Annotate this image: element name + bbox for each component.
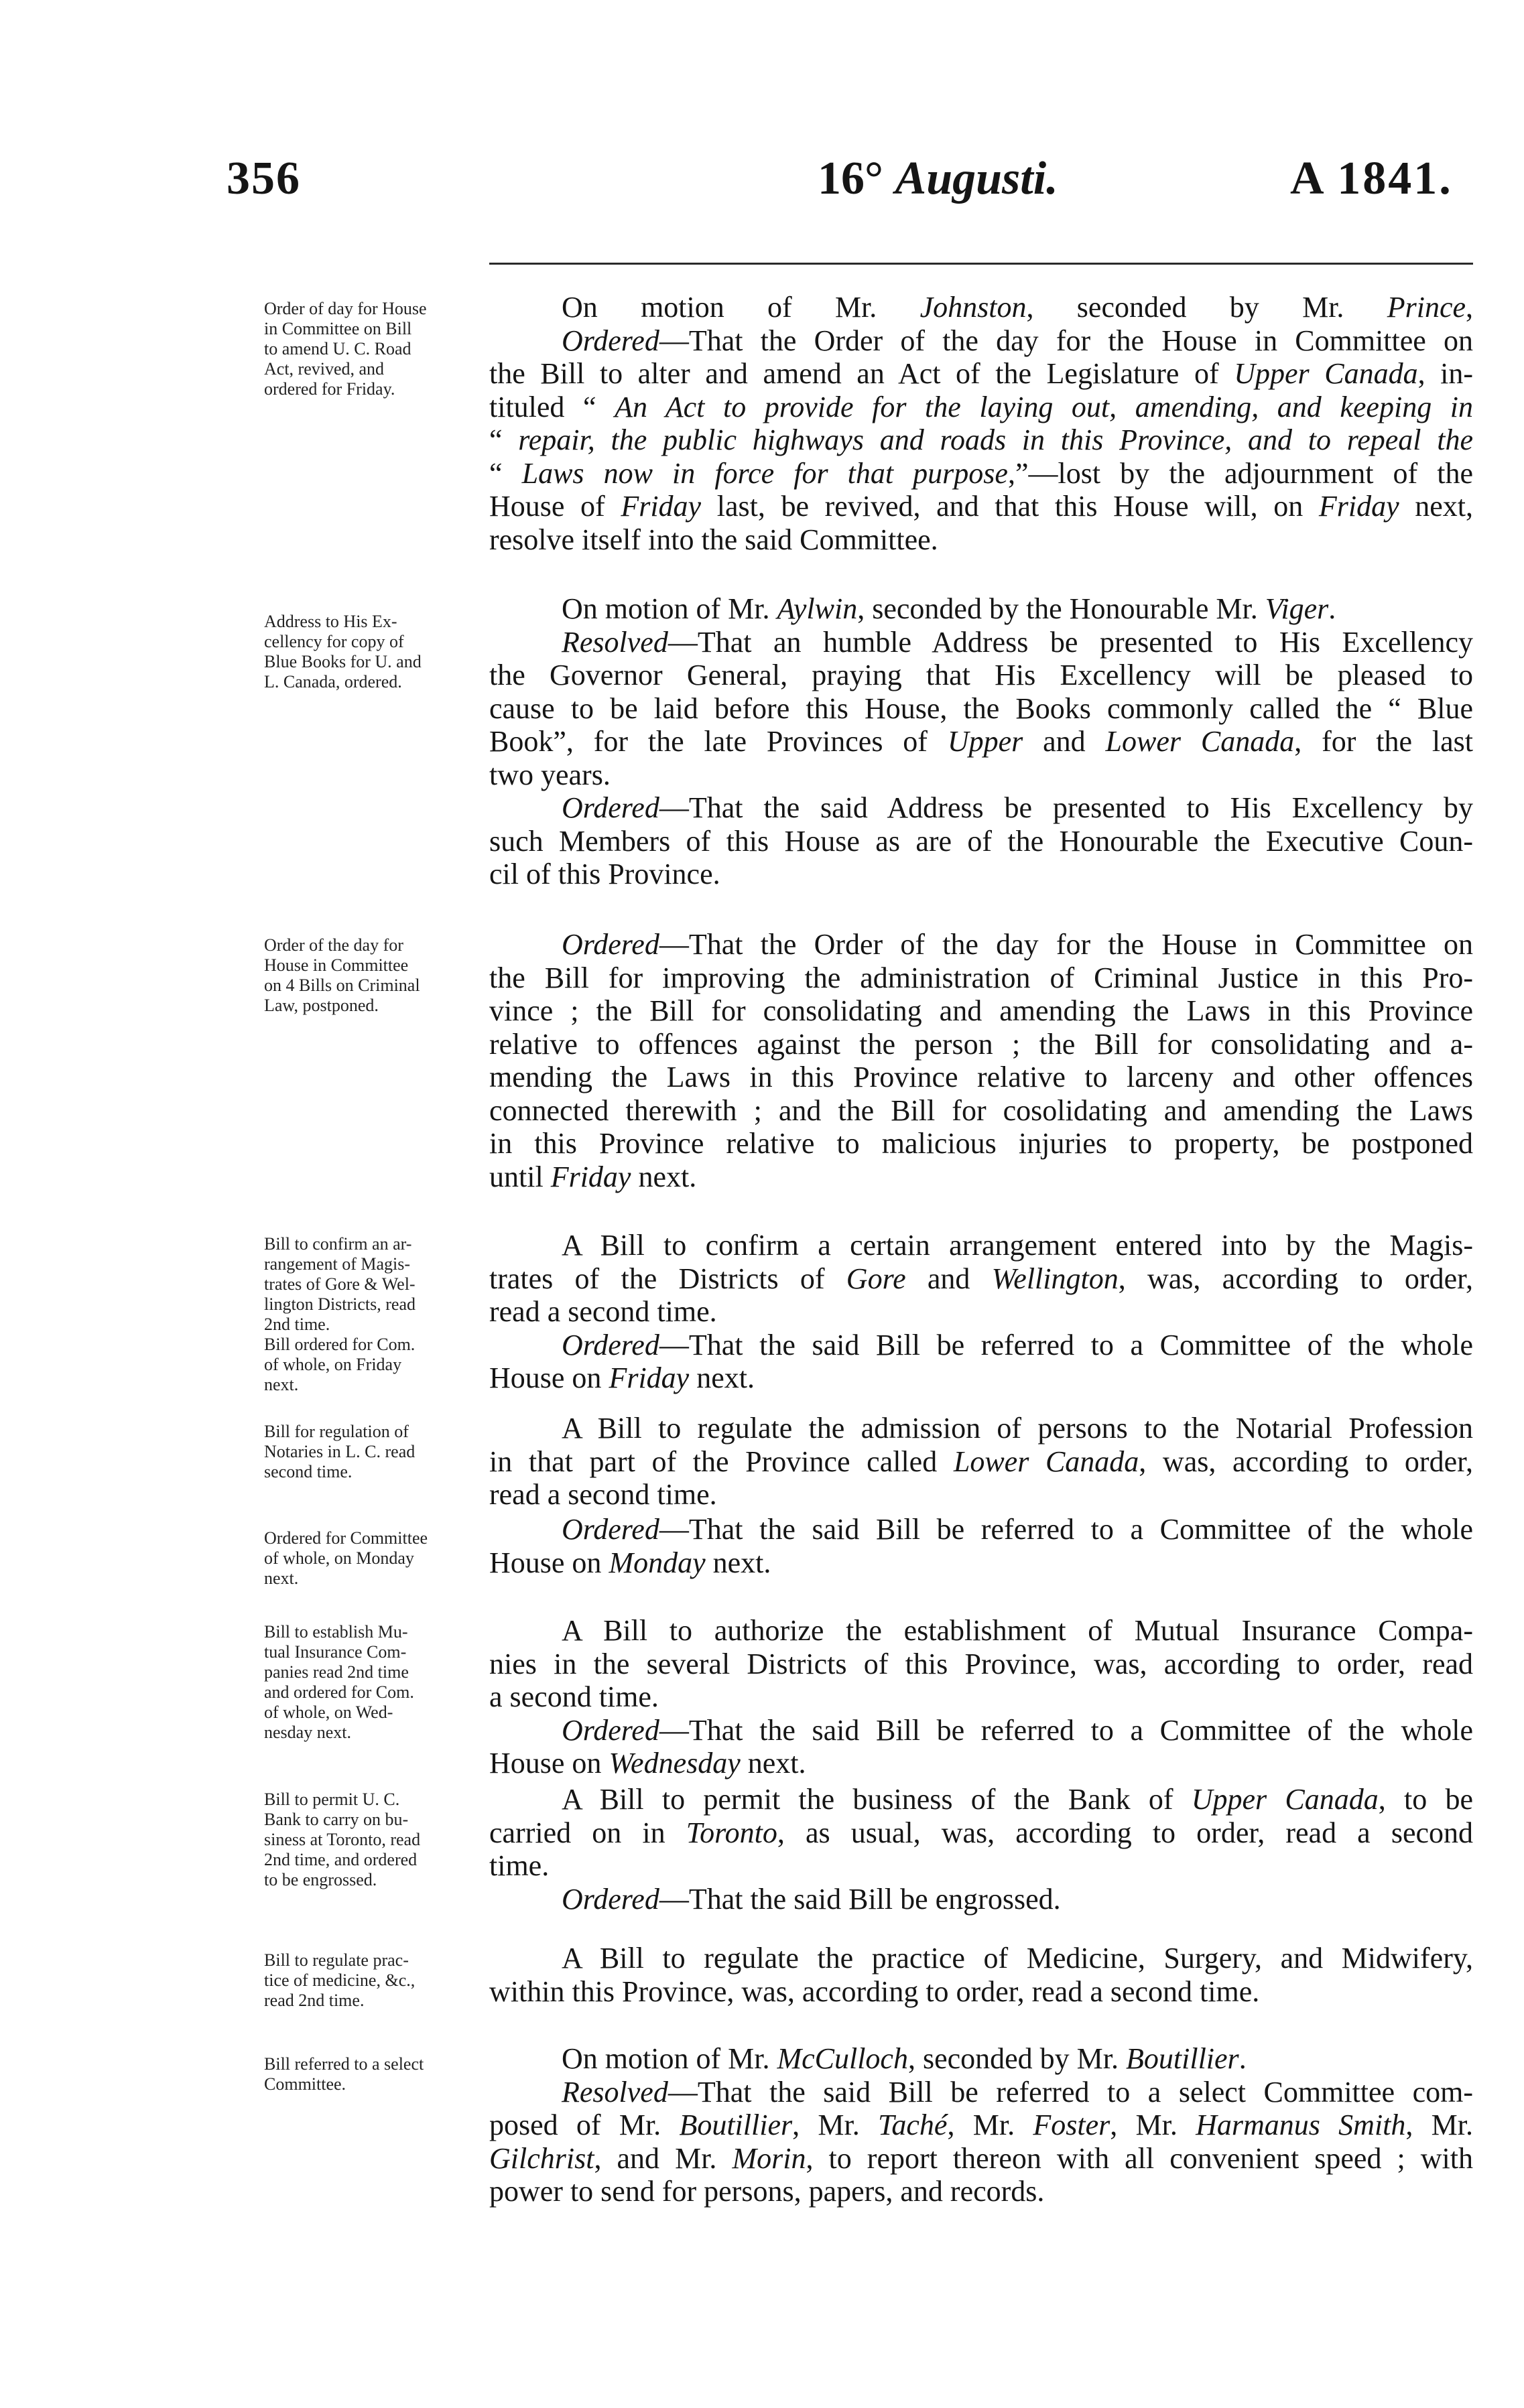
marginal-note-line: Committee. — [264, 2074, 346, 2094]
page-year: A 1841. — [1290, 153, 1453, 204]
marginal-note-line: of whole, on Wed- — [264, 1702, 393, 1722]
marginal-note-line: tice of medicine, &c., — [264, 1970, 416, 1990]
paragraph-line: trates of the Districts of Gore and Wellington, was, according to order, — [489, 1262, 1473, 1295]
marginal-note-line: and ordered for Com. — [264, 1682, 414, 1702]
paragraph-line: carried on in Toronto, as usual, was, according to order, read a second — [489, 1816, 1474, 1849]
paragraph-line: House of Friday last, be revived, and that this House will, on Friday next, — [489, 490, 1473, 523]
paragraph-line: “ Laws now in force for that purpose,”—lost by the adjournment of the — [489, 456, 1473, 490]
paragraph — [489, 1942, 1473, 2008]
marginal-note-line: on 4 Bills on Criminal — [264, 976, 420, 995]
marginal-note-line: of whole, on Monday — [264, 1548, 414, 1568]
marginal-note-line: rangement of Magis- — [264, 1254, 411, 1274]
paragraph — [489, 2042, 1473, 2208]
paragraph-line: On motion of Mr. McCulloch, seconded by Mr. Boutillier. — [562, 2042, 1247, 2075]
marginal-note-line: Notaries in L. C. read — [264, 1442, 416, 1461]
paragraph — [489, 291, 1473, 556]
paragraph-line: two years. — [489, 758, 611, 791]
page-number: 356 — [227, 153, 301, 204]
paragraph-line: such Members of this House as are of the Honourable the Executive Coun- — [489, 824, 1473, 858]
paragraph-line: Ordered—That the said Bill be engrossed. — [562, 1882, 1061, 1916]
paragraph-line: A Bill to regulate the practice of Medicine, Surgery, and Midwifery, — [562, 1942, 1473, 1975]
marginal-note-line: Law, postponed. — [264, 996, 379, 1015]
paragraph — [489, 1412, 1473, 1512]
marginal-note — [264, 1950, 479, 2011]
paragraph-line: House on Wednesday next. — [489, 1747, 806, 1780]
paragraph-line: Ordered—That the Order of the day for the House in Committee on — [562, 928, 1473, 961]
marginal-note-line: 2nd time. — [264, 1315, 330, 1334]
marginal-note-line: Bill for regulation of — [264, 1422, 409, 1441]
paragraph-line: the Bill for improving the administration of Criminal Justice in this Pro- — [489, 961, 1473, 994]
paragraph — [489, 1229, 1473, 1395]
marginal-note-line: next. — [264, 1375, 299, 1394]
date-numeral: 16° — [818, 153, 883, 204]
marginal-note-line: Bill to regulate prac- — [264, 1950, 409, 1970]
header-rule — [489, 263, 1473, 265]
marginal-note-line: nesday next. — [264, 1723, 351, 1742]
marginal-note-line: to amend U. C. Road — [264, 339, 411, 358]
marginal-note-line: second time. — [264, 1462, 353, 1481]
marginal-note-line: Bill to permit U. C. — [264, 1790, 400, 1809]
paragraph-line: tituled “ An Act to provide for the laying out, amending, and keeping in — [489, 390, 1473, 423]
marginal-note-line: L. Canada, ordered. — [264, 672, 402, 691]
marginal-note-line: cellency for copy of — [264, 632, 404, 651]
marginal-note-line: tual Insurance Com- — [264, 1642, 407, 1662]
paragraph-line: read a second time. — [489, 1295, 717, 1328]
marginal-note-line: to be engrossed. — [264, 1870, 377, 1889]
marginal-note-line: Bank to carry on bu- — [264, 1810, 409, 1829]
marginal-note — [264, 1528, 479, 1589]
marginal-note — [264, 1234, 479, 1395]
paragraph-line: connected therewith ; and the Bill for cosolidating and amending the Laws — [489, 1093, 1473, 1127]
paragraph — [489, 1513, 1473, 1579]
paragraph-line: cil of this Province. — [489, 858, 720, 890]
paragraph-line: Resolved—That an humble Address be presented to His Excellency — [562, 625, 1473, 659]
paragraph-line: Gilchrist, and Mr. Morin, to report thereon with all convenient speed ; with — [489, 2141, 1473, 2175]
paragraph-line: in that part of the Province called Lower Canada, was, according to order, — [489, 1445, 1473, 1478]
paragraph-line: until Friday next. — [489, 1160, 697, 1193]
page-date — [818, 155, 1058, 202]
paragraph-line: time. — [489, 1849, 550, 1882]
marginal-note-line: Order of the day for — [264, 935, 403, 955]
marginal-note-line: lington Districts, read — [264, 1294, 416, 1314]
paragraph-line: Ordered—That the said Bill be referred to a Committee of the whole — [562, 1513, 1473, 1546]
paragraph-line: Book”, for the late Provinces of Upper and Lower Canada, for the last — [489, 725, 1473, 758]
paragraph — [489, 1783, 1473, 1916]
marginal-note-line: Order of day for House — [264, 299, 427, 318]
paragraph-line: in this Province relative to malicious injuries to property, be postponed — [489, 1127, 1473, 1160]
marginal-note-line: Act, revived, and — [264, 359, 385, 379]
paragraph-line: House on Monday next. — [489, 1546, 771, 1579]
marginal-note-line: Ordered for Committee — [264, 1528, 428, 1548]
paragraph-line: mending the Laws in this Province relative to larceny and other offences — [489, 1061, 1473, 1093]
paragraph-line: a second time. — [489, 1680, 659, 1713]
marginal-note — [264, 299, 479, 399]
marginal-note — [264, 612, 479, 692]
paragraph-line: the Governor General, praying that His Excellency will be pleased to — [489, 659, 1473, 691]
paragraph-line: A Bill to authorize the establishment of Mutual Insurance Compa- — [562, 1614, 1473, 1647]
marginal-note — [264, 1422, 479, 1482]
paragraph — [489, 592, 1473, 891]
paragraph-line: power to send for persons, papers, and records. — [489, 2175, 1045, 2208]
paragraph-line: “ repair, the public highways and roads in this Province, and to repeal the — [489, 423, 1473, 456]
paragraph-line: relative to offences against the person ; the Bill for consolidating and a- — [489, 1027, 1473, 1061]
paragraph-line: the Bill to alter and amend an Act of the Legislature of Upper Canada, in- — [489, 357, 1474, 390]
marginal-note-line: siness at Toronto, read — [264, 1830, 421, 1849]
paragraph-line: nies in the several Districts of this Province, was, according to order, read — [489, 1647, 1473, 1680]
marginal-note-line: House in Committee — [264, 955, 409, 975]
date-word: Augusti. — [895, 153, 1058, 204]
marginal-note — [264, 2054, 479, 2094]
marginal-note — [264, 1622, 479, 1743]
marginal-note-line: of whole, on Friday — [264, 1355, 402, 1374]
paragraph — [489, 928, 1473, 1193]
paragraph-line: Resolved—That the said Bill be referred to a select Committee com- — [562, 2075, 1473, 2109]
marginal-note-line: Address to His Ex- — [264, 612, 397, 631]
paragraph-line: within this Province, was, according to order, read a second time. — [489, 1975, 1260, 2008]
marginal-note-line: Blue Books for U. and — [264, 652, 422, 671]
paragraph-line: Ordered—That the said Address be presented to His Excellency by — [562, 791, 1473, 824]
paragraph-line: vince ; the Bill for consolidating and amending the Laws in this Province — [489, 994, 1473, 1027]
marginal-note-line: trates of Gore & Wel- — [264, 1274, 416, 1294]
marginal-note-line: Bill ordered for Com. — [264, 1335, 416, 1354]
paragraph-line: Ordered—That the said Bill be referred to a Committee of the whole — [562, 1713, 1473, 1747]
paragraph — [489, 1614, 1473, 1780]
paragraph-line: House on Friday next. — [489, 1361, 755, 1394]
paragraph-line: read a second time. — [489, 1478, 717, 1511]
marginal-note-line: Bill to establish Mu- — [264, 1622, 408, 1642]
marginal-note-line: read 2nd time. — [264, 1991, 365, 2010]
marginal-note — [264, 1790, 479, 1890]
paragraph-line: Ordered—That the said Bill be referred to a Committee of the whole — [562, 1328, 1473, 1361]
paragraph-line: Ordered—That the Order of the day for the House in Committee on — [562, 324, 1473, 357]
marginal-note-line: in Committee on Bill — [264, 319, 412, 338]
marginal-note-line: Bill referred to a select — [264, 2054, 424, 2074]
paragraph-line: posed of Mr. Boutillier, Mr. Taché, Mr. Foster, Mr. Harmanus Smith, Mr. — [489, 2109, 1473, 2141]
marginal-note-line: panies read 2nd time — [264, 1662, 409, 1682]
paragraph-line: resolve itself into the said Committee. — [489, 523, 938, 556]
marginal-note-line: next. — [264, 1568, 299, 1588]
paragraph-line: A Bill to confirm a certain arrangement entered into by the Magis- — [562, 1229, 1473, 1262]
paragraph-line: On motion of Mr. Johnston, seconded by Mr. Prince, — [562, 291, 1474, 324]
paragraph-line: A Bill to regulate the admission of persons to the Notarial Profession — [562, 1412, 1473, 1445]
paragraph-line: On motion of Mr. Aylwin, seconded by the Honourable Mr. Viger. — [562, 592, 1336, 625]
marginal-note — [264, 935, 479, 1016]
paragraph-line: A Bill to permit the business of the Bank of Upper Canada, to be — [562, 1783, 1473, 1816]
paragraph-line: cause to be laid before this House, the Books commonly called the “ Blue — [489, 691, 1473, 725]
marginal-note-line: 2nd time, and ordered — [264, 1850, 418, 1869]
marginal-note-line: Bill to confirm an ar- — [264, 1234, 412, 1254]
marginal-note-line: ordered for Friday. — [264, 379, 395, 399]
